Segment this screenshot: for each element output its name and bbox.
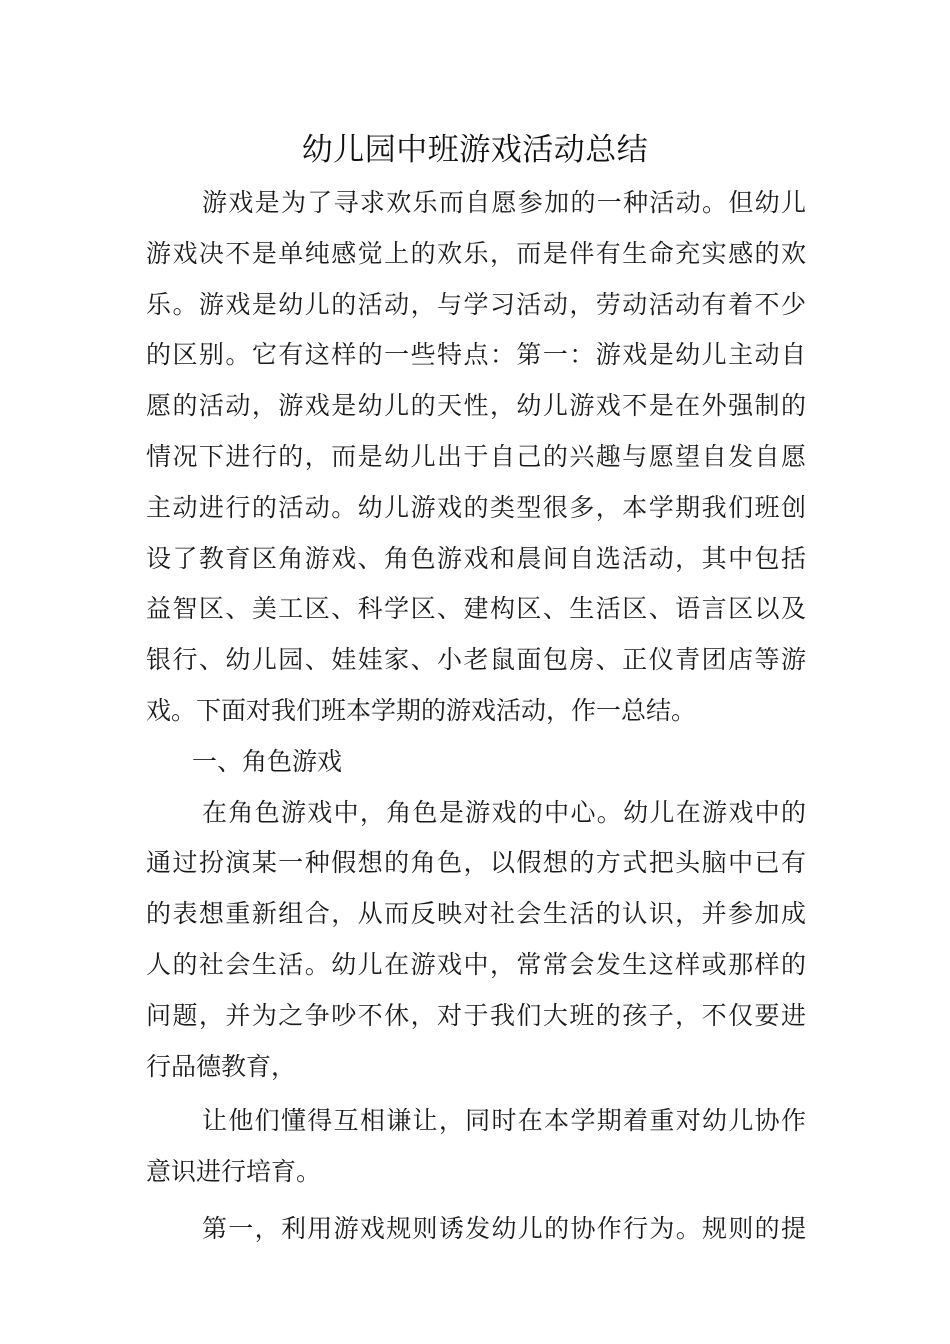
- document-title: 幼儿园中班游戏活动总结: [301, 132, 649, 168]
- paragraph-line: 益智区、美工区、科学区、建构区、生活区、语言区以及: [146, 594, 806, 624]
- paragraph-line: 银行、幼儿园、娃娃家、小老鼠面包房、正仪青团店等游: [146, 645, 806, 675]
- paragraph-line: 第一，利用游戏规则诱发幼儿的协作行为。规则的提: [202, 1213, 806, 1243]
- paragraph-line: 让他们懂得互相谦让，同时在本学期着重对幼儿协作: [202, 1106, 806, 1136]
- paragraph-line: 游戏决不是单纯感觉上的欢乐，而是伴有生命充实感的欢: [146, 238, 806, 268]
- paragraph-line: 的表想重新组合，从而反映对社会生活的认识，并参加成: [146, 899, 806, 929]
- paragraph-line: 游戏是为了寻求欢乐而自愿参加的一种活动。但幼儿: [202, 188, 806, 217]
- section-heading: 一、角色游戏: [192, 746, 343, 776]
- paragraph-line: 愿的活动，游戏是幼儿的天性，幼儿游戏不是在外强制的: [146, 391, 806, 421]
- paragraph-line: 通过扮演某一种假想的角色，以假想的方式把头脑中已有: [146, 848, 806, 878]
- paragraph-line: 设了教育区角游戏、角色游戏和晨间自选活动，其中包括: [146, 543, 806, 573]
- paragraph-line: 乐。游戏是幼儿的活动，与学习活动，劳动活动有着不少: [146, 289, 806, 319]
- paragraph-line: 问题，并为之争吵不休，对于我们大班的孩子，不仅要进: [146, 1000, 806, 1030]
- paragraph-line: 在角色游戏中，角色是游戏的中心。幼儿在游戏中的: [202, 797, 806, 827]
- paragraph-line: 人的社会生活。幼儿在游戏中，常常会发生这样或那样的: [146, 949, 806, 979]
- document-body: [146, 178, 806, 1255]
- paragraph-line: 情况下进行的，而是幼儿出于自己的兴趣与愿望自发自愿: [146, 441, 806, 471]
- paragraph-line: 行品德教育，: [146, 1051, 297, 1081]
- paragraph-line: 戏。下面对我们班本学期的游戏活动，作一总结。: [146, 695, 697, 725]
- paragraph-line: 意识进行培育。: [146, 1157, 322, 1187]
- paragraph-line: 的区别。它有这样的一些特点：第一：游戏是幼儿主动自: [146, 340, 806, 370]
- paragraph-line: 主动进行的活动。幼儿游戏的类型很多，本学期我们班创: [146, 492, 806, 522]
